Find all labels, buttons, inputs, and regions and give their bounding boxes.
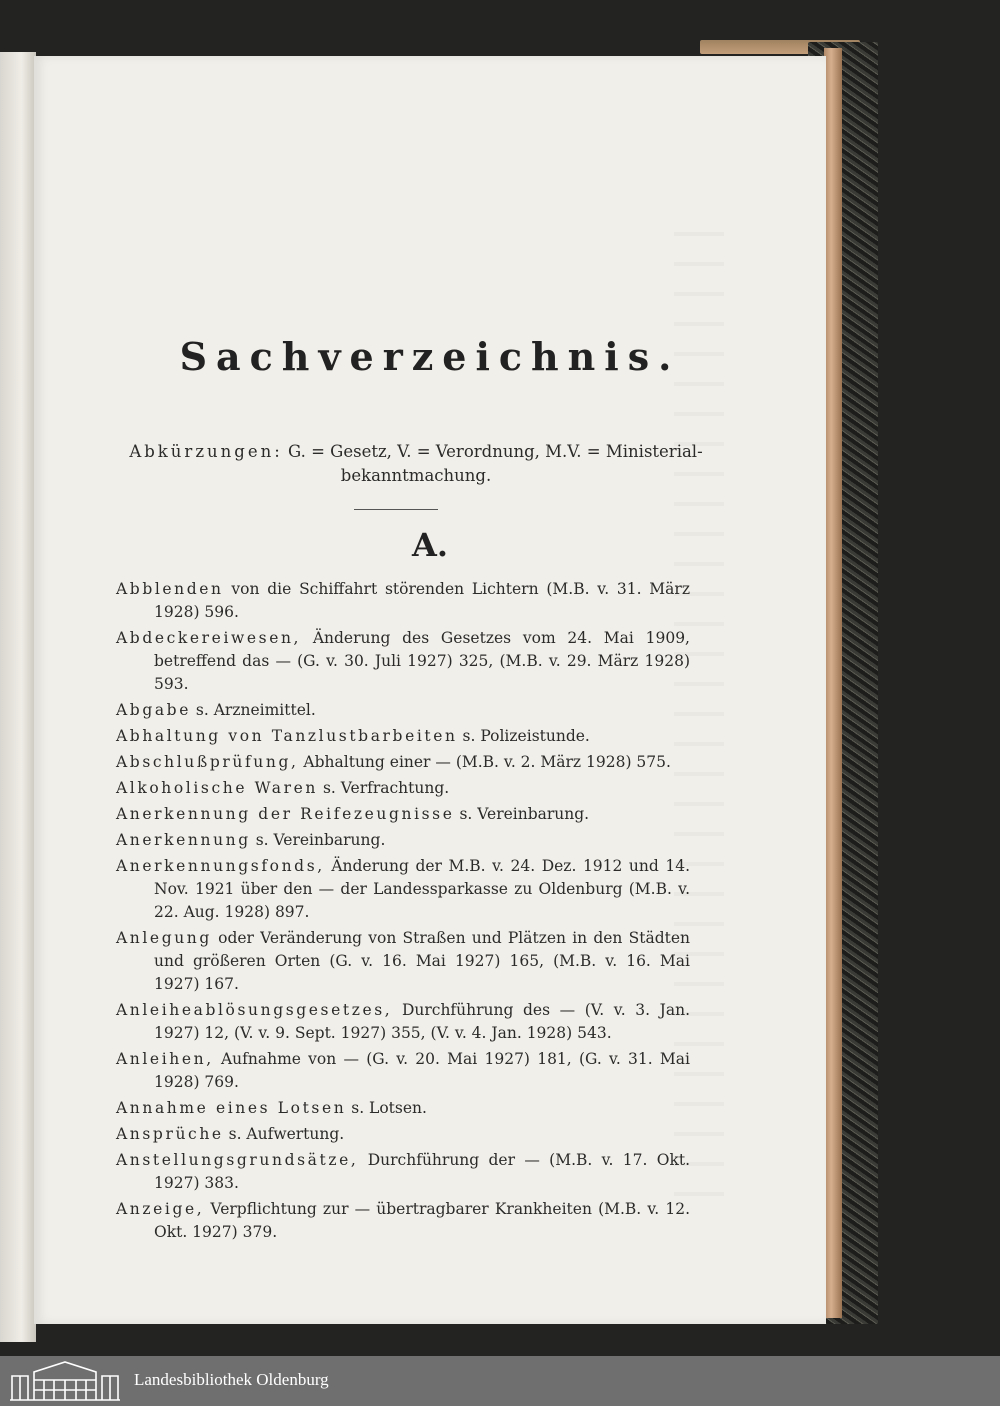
document-page [34,56,826,1324]
entry-head: Alkoholische Waren [116,779,319,797]
abbreviations-label: Abkürzungen: [129,442,283,461]
index-entry [116,855,690,924]
page-title: Sachverzeichnis. [179,334,681,379]
entry-head: Anerkennungsfonds, [116,857,325,875]
entry-head: Anerkennung [116,831,251,849]
index-entry [116,1198,690,1244]
entry-head: Anzeige, [116,1200,205,1218]
index-entry [116,1123,690,1146]
index-entry [116,627,690,696]
index-entry [116,777,690,800]
abbreviations-line [116,440,716,488]
entry-text: s. Arzneimittel. [190,701,316,719]
index-entry [116,1097,690,1120]
index-entry [116,751,690,774]
entry-head: Abschlußprüfung, [116,753,299,771]
index-entry [116,803,690,826]
entry-text: Änderung der M.B. v. 24. Dez. 1912 und 14. Nov. 1921 über den — der Landessparkasse zu Oldenburg (M.B. v. 22. Aug. 1928) 897. [154,857,690,921]
index-entry [116,1048,690,1094]
index-entry [116,578,690,624]
entry-text: Verpflichtung zur — übertragbarer Krankheiten (M.B. v. 12. Okt. 1927) 379. [154,1200,690,1241]
entry-text: s. Vereinbarung. [250,831,386,849]
entry-text: s. Polizeistunde. [457,727,590,745]
entry-text: s. Vereinbarung. [454,805,590,823]
entry-text: Durchführung der — (M.B. v. 17. Okt. 1927) 383. [154,1151,690,1192]
entry-head: Abgabe [116,701,191,719]
index-entry [116,725,690,748]
entry-text: von die Schiffahrt störenden Lichtern (M.B. v. 31. März 1928) 596. [154,580,690,621]
entry-text: Änderung des Gesetzes vom 24. Mai 1909, betreffend das — (G. v. 30. Juli 1927) 325, (M.B. v. 29. März 1928) 593. [154,629,690,693]
book-cover-edge [824,48,842,1318]
library-building-icon[interactable] [8,1360,122,1402]
entry-head: Abhaltung von Tanzlustbarbeiten [116,727,458,745]
index-entry [116,829,690,852]
footer-institution-name[interactable]: Landesbibliothek Oldenburg [134,1370,329,1389]
index-entries [116,578,690,1247]
entry-head: Annahme eines Lotsen [116,1099,347,1117]
section-letter: A. [412,526,448,564]
entry-text: Durchführung des — (V. v. 3. Jan. 1927) 12, (V. v. 9. Sept. 1927) 355, (V. v. 4. Jan. 1928) 543. [154,1001,690,1042]
entry-head: Anleihen, [116,1050,214,1068]
entry-head: Anlegung [116,929,212,947]
entry-head: Anerkennung der Reifezeugnisse [116,805,455,823]
divider [354,509,438,510]
entry-head: Ansprüche [116,1125,224,1143]
entry-text: Aufnahme von — (G. v. 20. Mai 1927) 181, (G. v. 31. Mai 1928) 769. [154,1050,690,1091]
entry-text: s. Verfrachtung. [318,779,450,797]
index-entry [116,999,690,1045]
index-entry [116,927,690,996]
entry-text: s. Aufwertung. [223,1125,345,1143]
index-entry [116,699,690,722]
entry-text: s. Lotsen. [346,1099,427,1117]
entry-head: Anleiheablösungsgesetzes, [116,1001,393,1019]
entry-text: oder Veränderung von Straßen und Plätzen in den Städten und größeren Orten (G. v. 16. Mai 1927) 165, (M.B. v. 16. Mai 1927) 167. [154,929,690,993]
left-page-edge [0,52,36,1342]
entry-head: Abdeckereiwesen, [116,629,302,647]
entry-head: Anstellungsgrundsätze, [116,1151,359,1169]
footer-bar [0,1356,1000,1406]
index-entry [116,1149,690,1195]
abbreviations-text: G. = Gesetz, V. = Verordnung, M.V. = Ministerial-bekanntmachung. [288,442,703,485]
entry-head: Abblenden [116,580,224,598]
entry-text: Abhaltung einer — (M.B. v. 2. März 1928) 575. [298,753,671,771]
